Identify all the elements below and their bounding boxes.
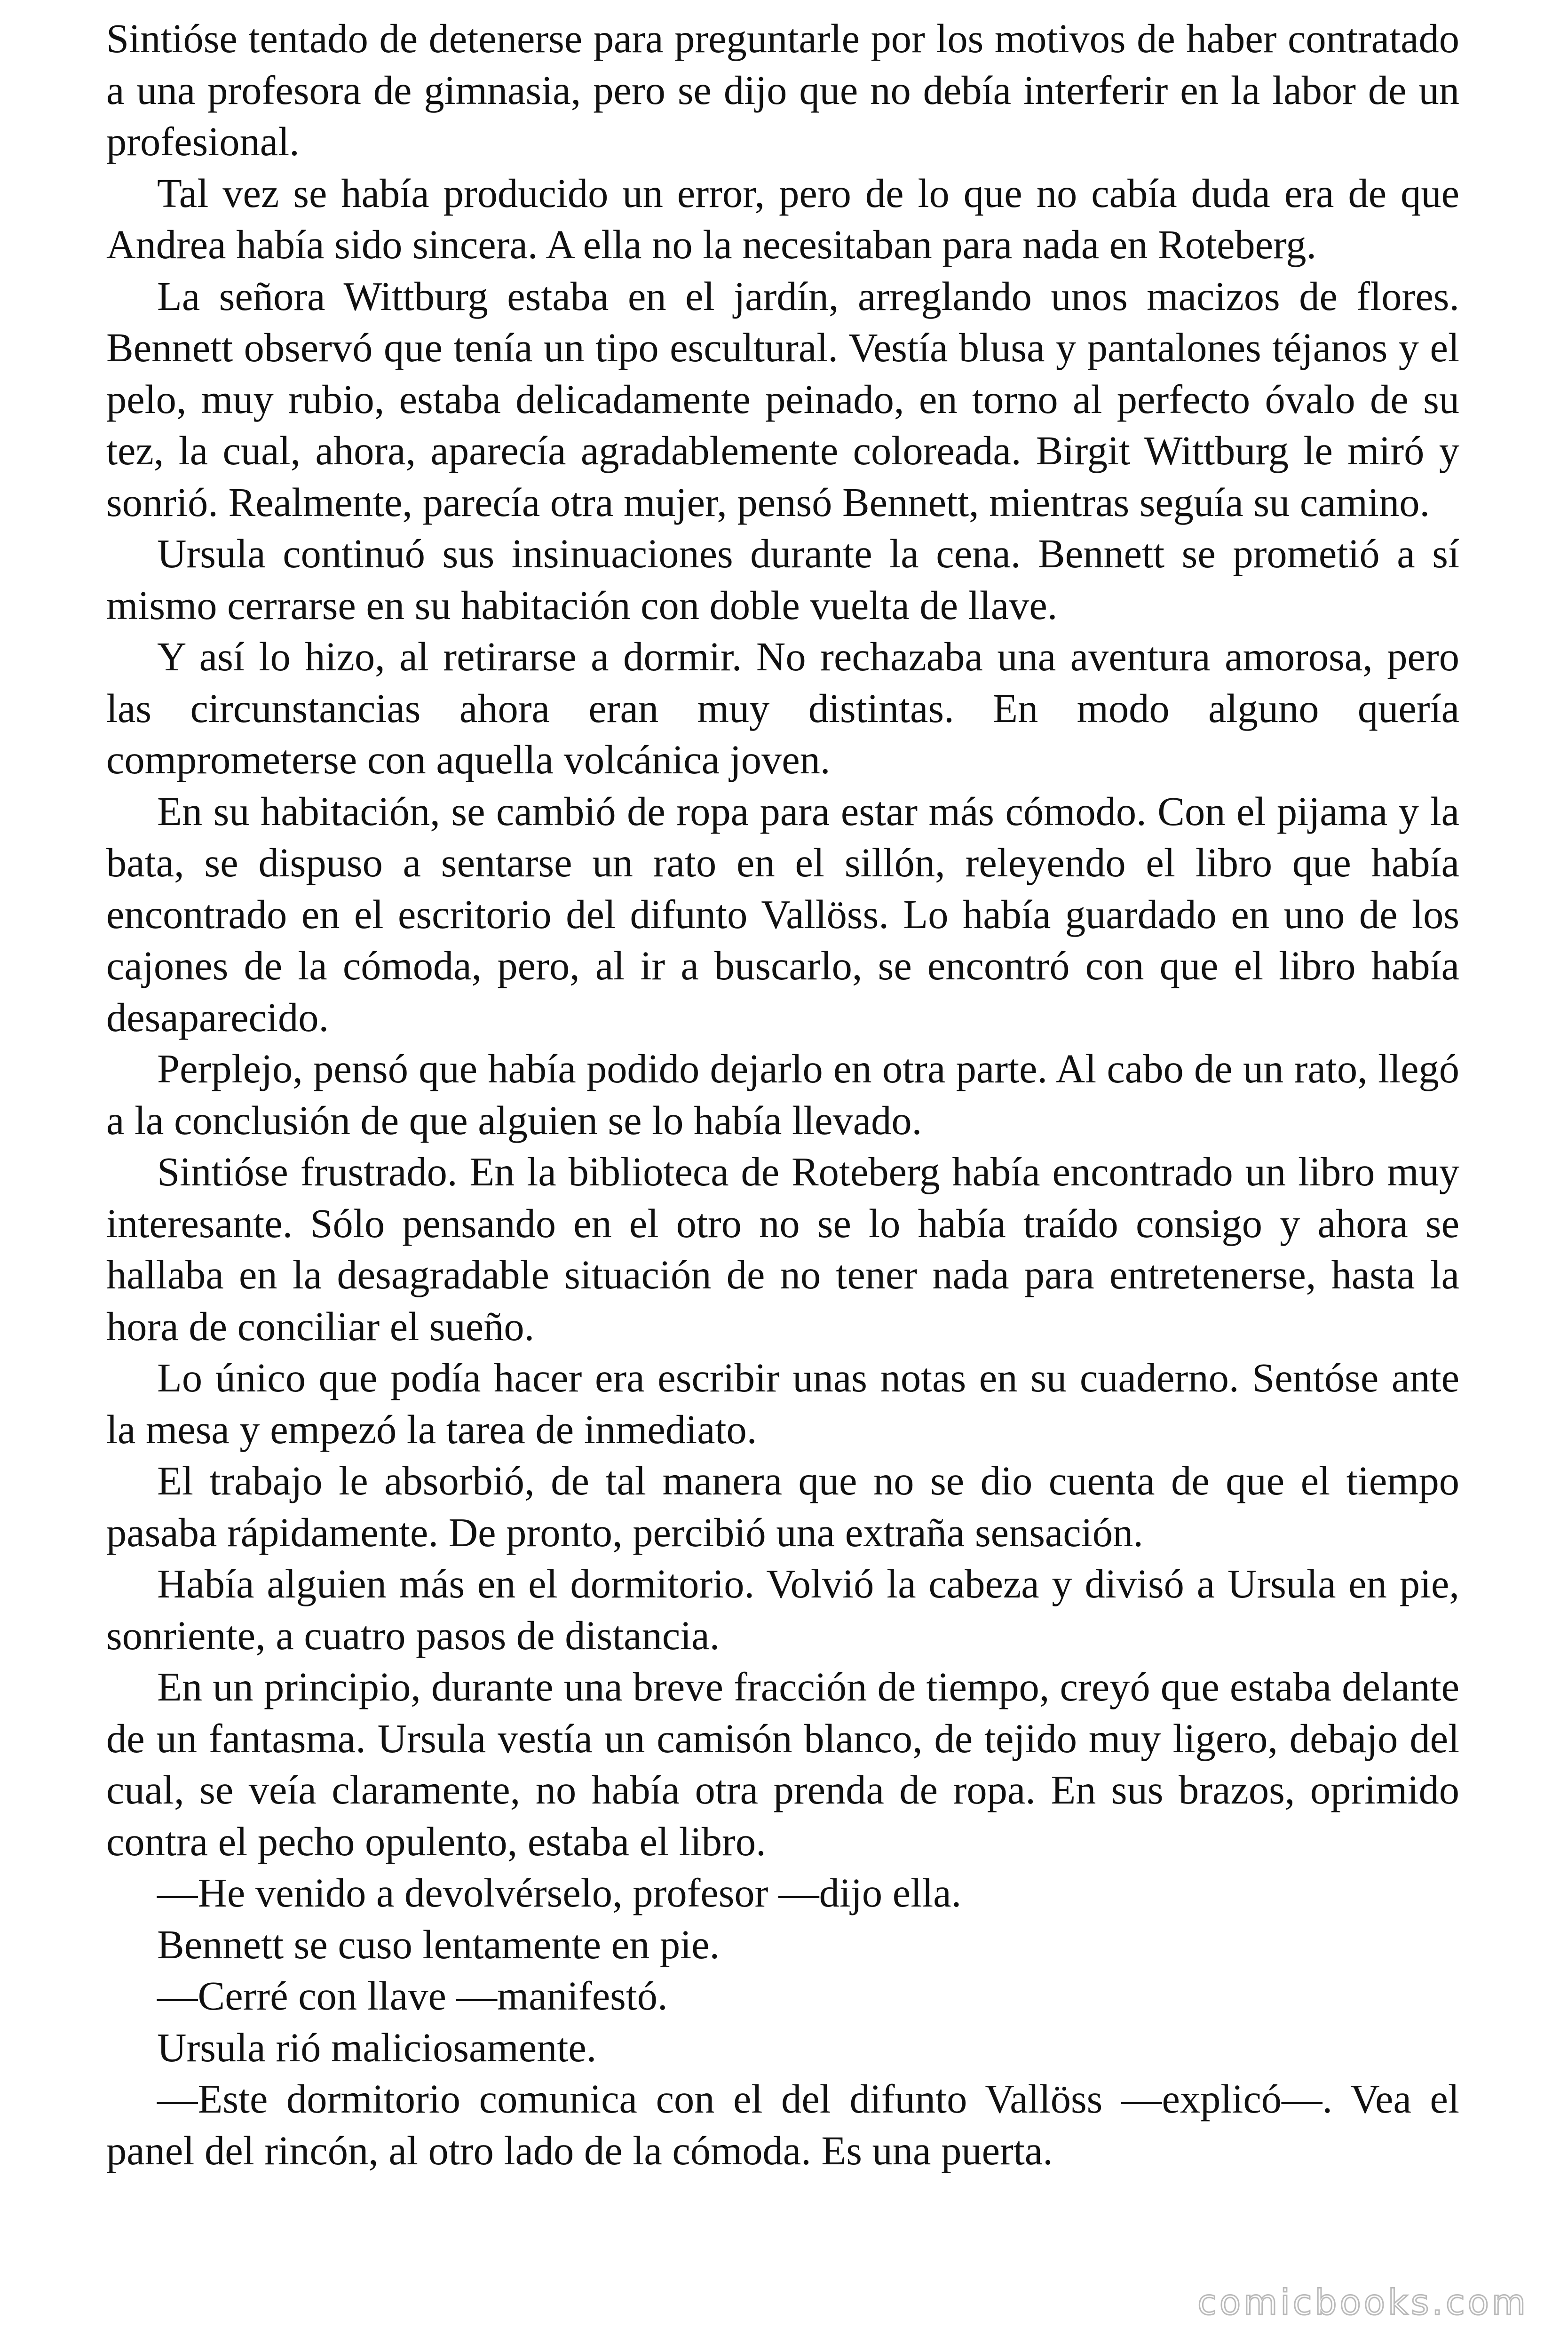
paragraph: Había alguien más en el dormitorio. Volvió la cabeza y divisó a Ursula en pie, sonriente, a cuatro pasos de distancia. (106, 1561, 1459, 1658)
dialogue-line: —He venido a devolvérselo, profesor —dijo ella. (157, 1870, 962, 1915)
paragraph: Ursula rió maliciosamente. (157, 2025, 597, 2070)
paragraph: Y así lo hizo, al retirarse a dormir. No rechazaba una aventura amorosa, pero las circunstancias ahora eran muy distintas. En modo alguno quería comprometerse con aquella volcánica joven. (106, 634, 1459, 782)
paragraph: Tal vez se había producido un error, pero de lo que no cabía duda era de que Andrea había sido sincera. A ella no la necesitaban para nada en Roteberg. (106, 170, 1459, 267)
paragraph: Lo único que podía hacer era escribir unas notas en su cuaderno. Sentóse ante la mesa y empezó la tarea de inmediato. (106, 1355, 1459, 1452)
paragraph: El trabajo le absorbió, de tal manera que no se dio cuenta de que el tiempo pasaba rápidamente. De pronto, percibió una extraña sensación. (106, 1458, 1459, 1555)
paragraph: Sintióse frustrado. En la biblioteca de Roteberg había encontrado un libro muy interesante. Sólo pensando en el otro no se lo había traído consigo y ahora se hallaba en la desagradable situación de no tener nada para entretenerse, hasta la hora de conciliar el sueño. (106, 1149, 1459, 1349)
paragraph: Ursula continuó sus insinuaciones durante la cena. Bennett se prometió a sí mismo cerrarse en su habitación con doble vuelta de llave. (106, 531, 1459, 628)
paragraph: Perplejo, pensó que había podido dejarlo en otra parte. Al cabo de un rato, llegó a la conclusión de que alguien se lo había llevado. (106, 1046, 1459, 1143)
paragraph: Sintióse tentado de detenerse para preguntarle por los motivos de haber contratado a una profesora de gimnasia, pero se dijo que no debía interferir en la labor de un profesional. (106, 16, 1459, 164)
paragraph: Bennett se cuso lentamente en pie. (157, 1922, 720, 1967)
dialogue-line: —Cerré con llave —manifestó. (157, 1973, 668, 2018)
paragraph: En un principio, durante una breve fracción de tiempo, creyó que estaba delante de un fantasma. Ursula vestía un camisón blanco, de tejido muy ligero, debajo del cual, se veía claramente, no había otra prenda de ropa. En sus brazos, oprimido contra el pecho opulento, estaba el libro. (106, 1664, 1459, 1864)
paragraph: La señora Wittburg estaba en el jardín, arreglando unos macizos de flores. Bennett observó que tenía un tipo escultural. Vestía blusa y pantalones téjanos y el pelo, muy rubio, estaba delicadamente peinado, en torno al perfecto óvalo de su tez, la cual, ahora, aparecía agradablemente coloreada. Birgit Wittburg le miró y sonrió. Realmente, parecía otra mujer, pensó Bennett, mientras seguía su camino. (106, 273, 1459, 525)
book-page (106, 13, 1459, 2177)
paragraph: En su habitación, se cambió de ropa para estar más cómodo. Con el pijama y la bata, se dispuso a sentarse un rato en el sillón, releyendo el libro que había encontrado en el escritorio del difunto Vallöss. Lo había guardado en uno de los cajones de la cómoda, pero, al ir a buscarlo, se encontró con que el libro había desaparecido. (106, 788, 1459, 1040)
watermark: comicbooks.com (1197, 2282, 1528, 2323)
dialogue-line: —Este dormitorio comunica con el del difunto Vallöss —explicó—. Vea el panel del rincón, al otro lado de la cómoda. Es una puerta. (106, 2076, 1459, 2173)
